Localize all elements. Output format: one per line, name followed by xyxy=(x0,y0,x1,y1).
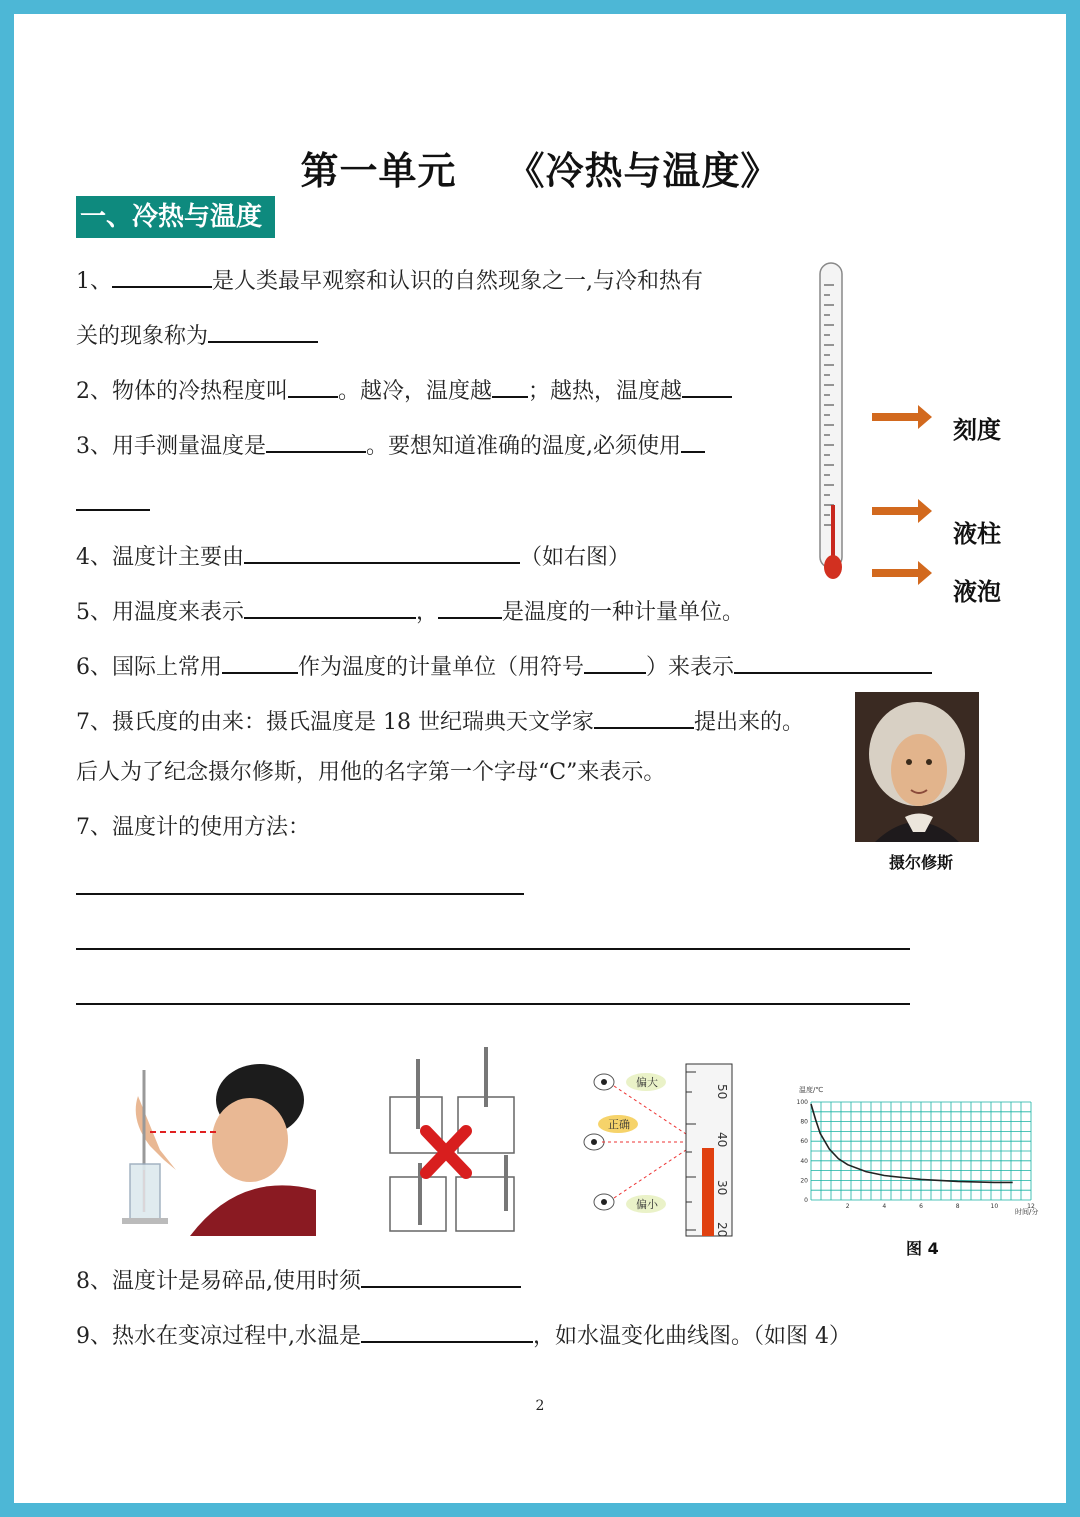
question-1-cont: 关的现象称为 xyxy=(76,317,318,352)
chart-xlabel: 时间/分 xyxy=(1015,1208,1039,1216)
question-3: 3、用手测量温度是 。要想知道准确的温度,必须使用 xyxy=(76,427,705,462)
y-tick-label: 20 xyxy=(800,1177,808,1185)
pointer-arrows xyxy=(872,405,932,585)
thermometer-bulb xyxy=(824,555,842,579)
answer-blank[interactable] xyxy=(244,593,416,619)
x-tick-label: 4 xyxy=(882,1203,887,1210)
answer-blank[interactable] xyxy=(112,262,212,288)
tick-40: 40 xyxy=(715,1132,729,1148)
answer-blank[interactable] xyxy=(682,372,732,398)
answer-blank[interactable] xyxy=(361,1262,521,1288)
thermometer-liquid-column xyxy=(831,505,835,557)
answer-line[interactable] xyxy=(76,948,910,950)
y-tick-label: 80 xyxy=(800,1118,808,1126)
answer-blank[interactable] xyxy=(244,538,520,564)
question-9: 9、热水在变凉过程中,水温是 ，如水温变化曲线图。（如图 4） xyxy=(76,1317,851,1352)
x-tick-label: 12 xyxy=(1027,1203,1035,1210)
question-1: 1、 是人类最早观察和认识的自然现象之一,与冷和热有 xyxy=(76,262,703,297)
answer-blank[interactable] xyxy=(594,703,694,729)
question-4: 4、温度计主要由 （如右图） xyxy=(76,538,630,573)
wrong-usage-beakers xyxy=(386,1045,521,1235)
tick-50: 50 xyxy=(715,1084,729,1100)
answer-blank[interactable] xyxy=(288,372,338,398)
question-7-origin-cont: 后人为了纪念摄尔修斯，用他的名字第一个字母“C”来表示。 xyxy=(76,760,666,785)
label-low: 偏小 xyxy=(636,1198,658,1211)
answer-blank[interactable] xyxy=(222,648,298,674)
y-tick-label: 60 xyxy=(800,1138,808,1146)
label-bulb: 液泡 xyxy=(953,578,1001,606)
reading-angle-diagram xyxy=(578,1062,756,1238)
question-6: 6、国际上常用 作为温度的计量单位（用符号 ）来表示 xyxy=(76,648,932,683)
chart-ylabel: 温度/℃ xyxy=(799,1086,824,1094)
x-tick-label: 10 xyxy=(990,1203,999,1210)
question-7-origin: 7、摄氏度的由来：摄氏温度是 18 世纪瑞典天文学家 提出来的。 xyxy=(76,703,804,738)
answer-line[interactable] xyxy=(76,1003,910,1005)
label-right: 正确 xyxy=(608,1118,630,1131)
answer-blank[interactable] xyxy=(438,593,502,619)
answer-blank[interactable] xyxy=(266,427,366,453)
answer-blank[interactable] xyxy=(681,427,705,453)
cooling-curve-chart xyxy=(793,1080,1048,1225)
question-7-usage: 7、温度计的使用方法： xyxy=(76,815,310,840)
page-number: 2 xyxy=(535,1398,545,1414)
label-liquid-column: 液柱 xyxy=(953,520,1001,548)
page-title xyxy=(0,140,1080,195)
answer-line[interactable] xyxy=(76,893,524,895)
label-scale: 刻度 xyxy=(953,416,1001,444)
boy-reading-thermometer xyxy=(120,1060,320,1236)
label-high: 偏大 xyxy=(636,1076,658,1089)
tick-30: 30 xyxy=(715,1180,729,1196)
portrait-caption: 摄尔修斯 xyxy=(889,853,954,872)
y-tick-label: 40 xyxy=(800,1157,808,1165)
question-2: 2、物体的冷热程度叫 。越冷，温度越 ；越热，温度越 xyxy=(76,372,732,407)
y-tick-label: 100 xyxy=(796,1099,808,1106)
answer-blank[interactable] xyxy=(208,317,318,343)
question-5: 5、用温度来表示 ， 是温度的一种计量单位。 xyxy=(76,593,744,628)
answer-line[interactable] xyxy=(76,509,150,511)
y-tick-label: 0 xyxy=(804,1197,808,1204)
title-topic: 《冷热与温度》 xyxy=(506,148,780,193)
x-tick-label: 6 xyxy=(919,1203,923,1210)
question-8: 8、温度计是易碎品,使用时须 xyxy=(76,1262,521,1297)
title-unit: 第一单元 xyxy=(300,148,457,193)
answer-blank[interactable] xyxy=(492,372,528,398)
figure-4-caption: 图 4 xyxy=(906,1239,939,1258)
answer-blank[interactable] xyxy=(734,648,932,674)
section-heading: 一、冷热与温度 xyxy=(76,196,275,238)
answer-blank[interactable] xyxy=(361,1317,533,1343)
answer-blank[interactable] xyxy=(584,648,646,674)
celsius-portrait xyxy=(855,692,979,842)
x-tick-label: 2 xyxy=(845,1203,850,1210)
x-tick-label: 8 xyxy=(955,1203,960,1210)
tick-20: 20 xyxy=(715,1222,729,1238)
